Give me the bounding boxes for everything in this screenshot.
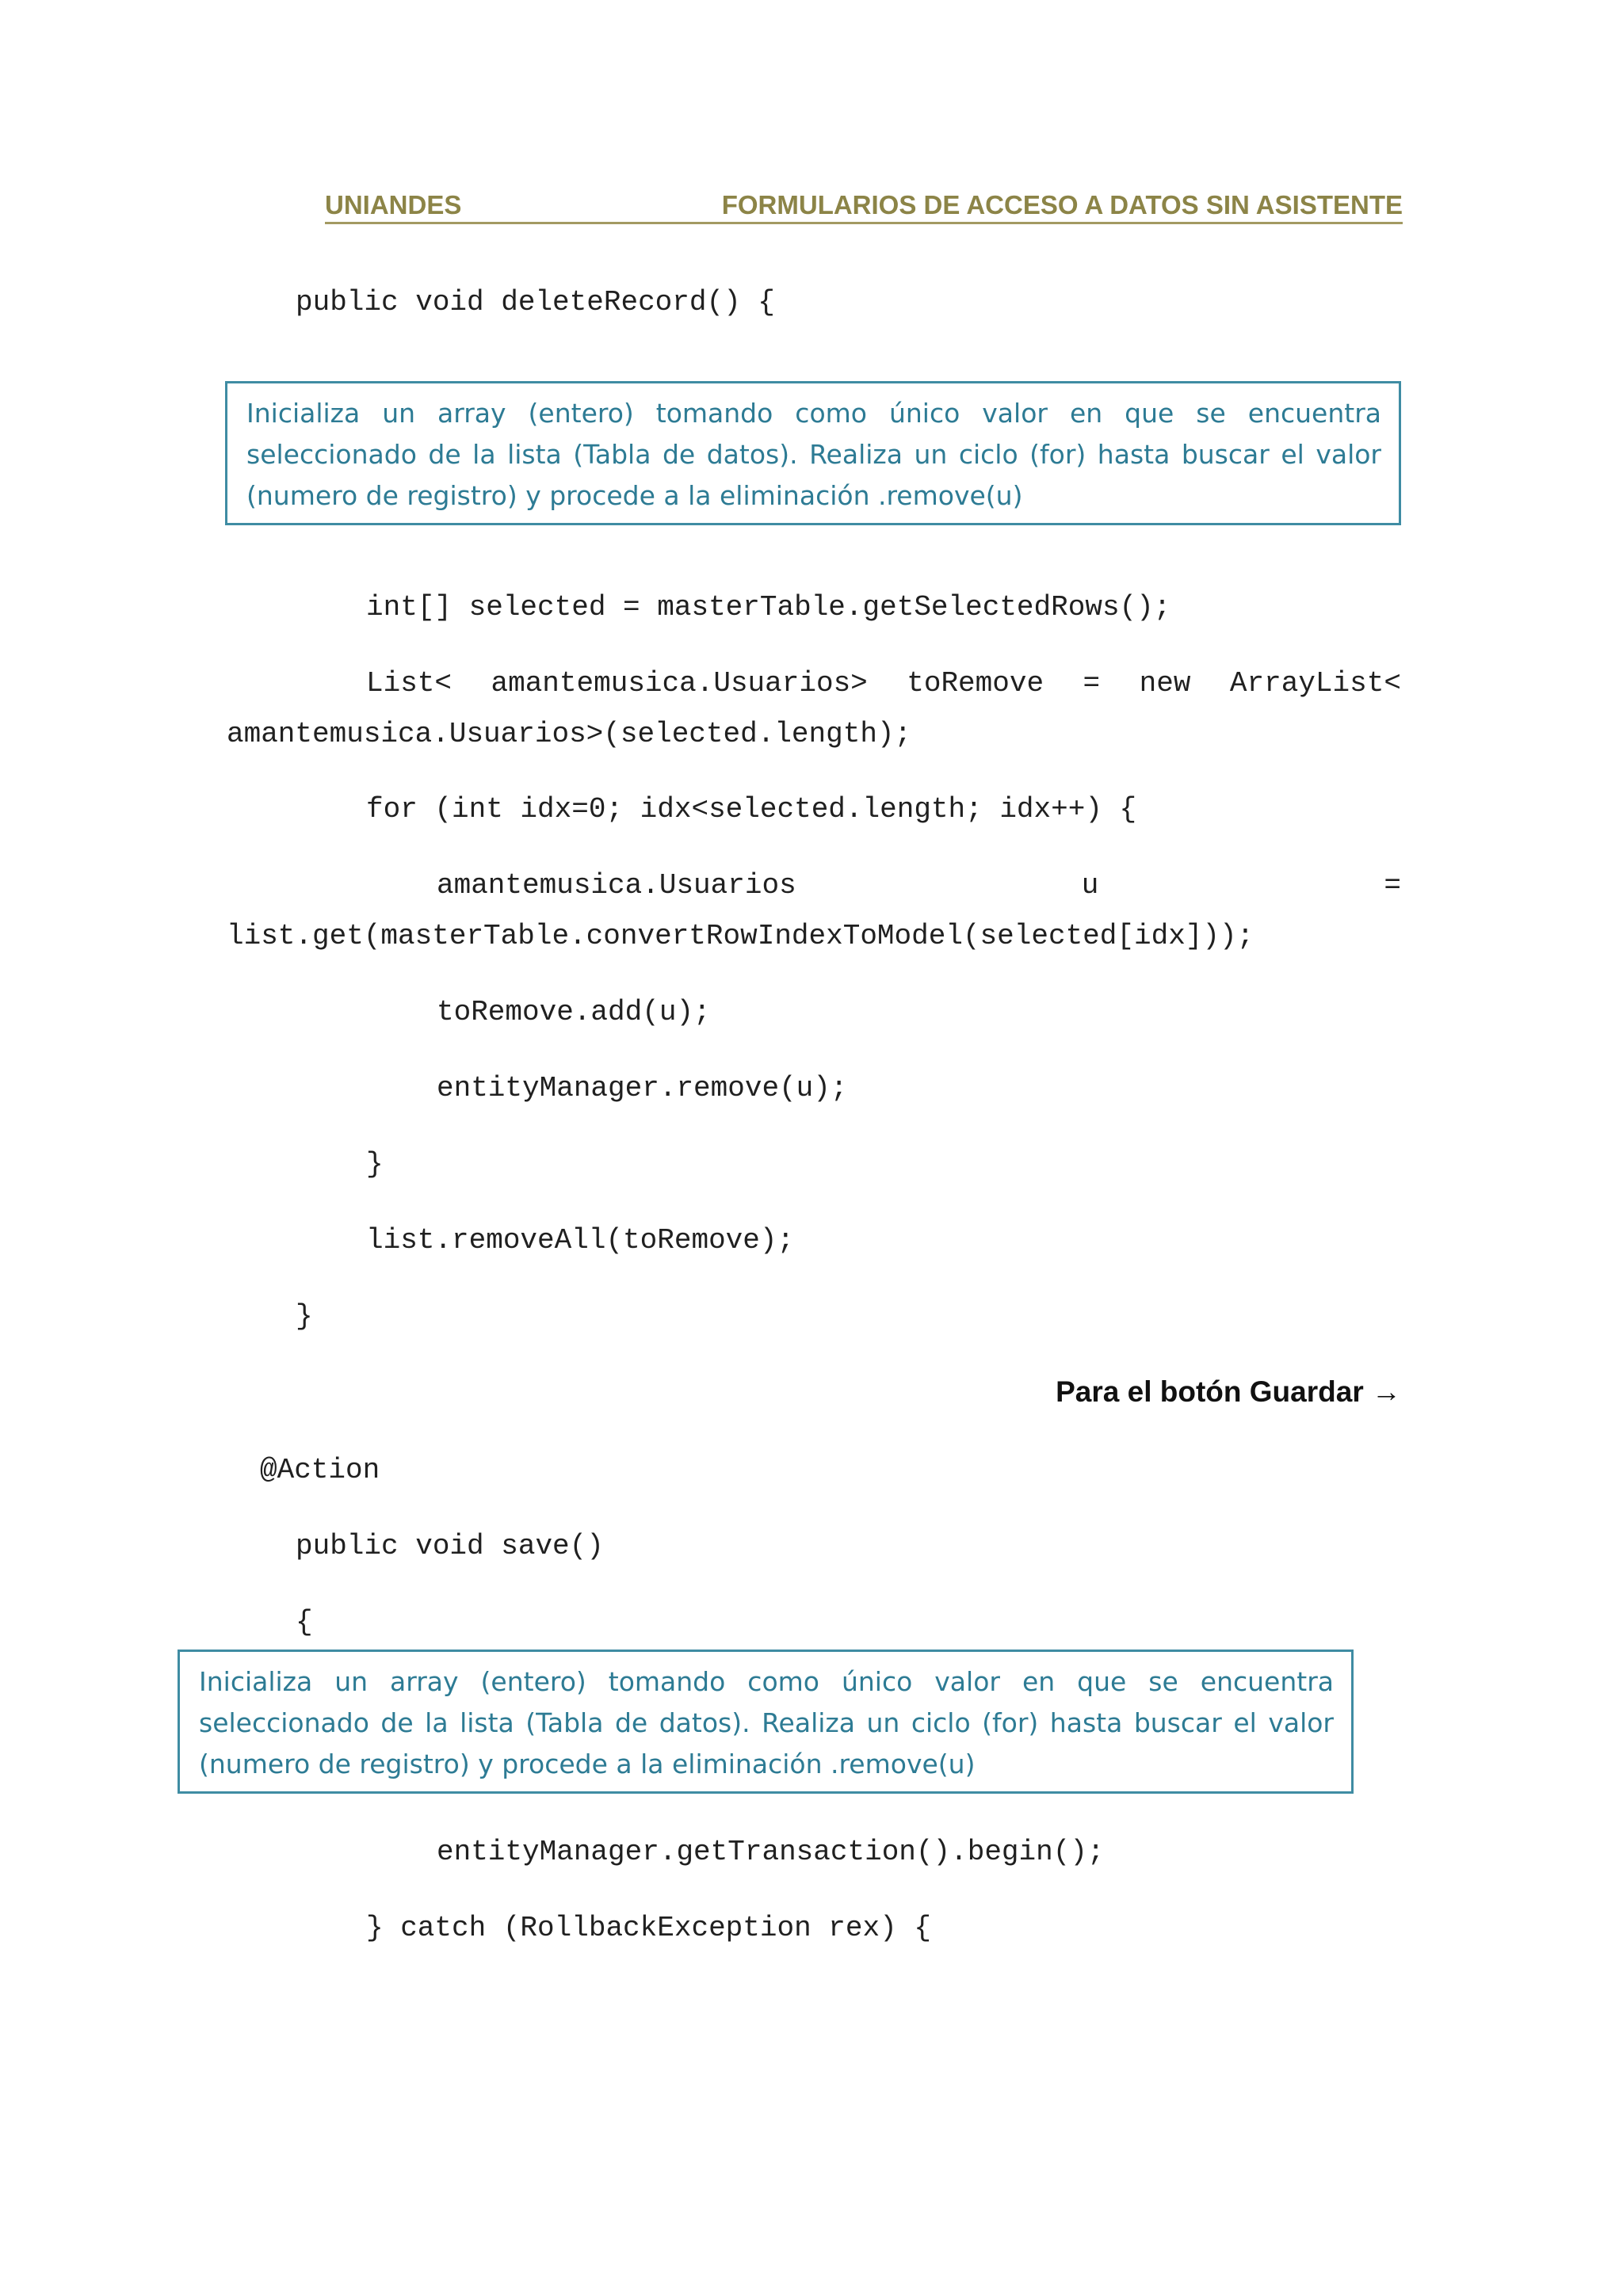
code-token: =: [1384, 869, 1401, 902]
code-line-for-loop: for (int idx=0; idx<selected.length; idx++) {: [366, 793, 1137, 826]
code-line-delete-record: public void deleteRecord() {: [296, 286, 775, 318]
annotation-box-delete: Inicializa un array (entero) tomando como único valor en que se encuentra seleccionado de la lista (Tabla de datos). Realiza un ciclo (for) hasta buscar el valor (numero de registro) y procede a la eliminación .remove(u): [225, 381, 1401, 525]
code-line-list-declaration: [366, 666, 1401, 701]
code-line-catch: } catch (RollbackException rex) {: [366, 1912, 931, 1944]
code-line-remove-all: list.removeAll(toRemove);: [366, 1224, 795, 1257]
code-token: List<: [366, 667, 453, 700]
code-line-save-method: public void save(): [296, 1530, 604, 1562]
code-token: toRemove: [907, 667, 1044, 700]
code-line-action-annotation: @Action: [260, 1454, 380, 1486]
code-token: new: [1139, 667, 1191, 700]
annotation-box-save: Inicializa un array (entero) tomando como único valor en que se encuentra seleccionado de la lista (Tabla de datos). Realiza un ciclo (for) hasta buscar el valor (numero de registro) y procede a la eliminación .remove(u): [178, 1650, 1354, 1794]
page-header: [325, 187, 1403, 224]
code-line-selected: int[] selected = masterTable.getSelectedRows();: [366, 591, 1171, 624]
section-caption-save-button: Para el botón Guardar →: [1056, 1375, 1401, 1408]
code-token: =: [1083, 667, 1101, 700]
code-line-begin-transaction: entityManager.getTransaction().begin();: [437, 1836, 1105, 1868]
code-token: amantemusica.Usuarios>: [491, 667, 868, 700]
code-line-close-method: }: [296, 1300, 313, 1333]
code-line-open-brace: {: [296, 1606, 313, 1638]
header-title: FORMULARIOS DE ACCESO A DATOS SIN ASISTENTE: [721, 190, 1403, 219]
code-line-entity-remove: entityManager.remove(u);: [437, 1072, 848, 1104]
code-line-list-continuation: amantemusica.Usuarios>(selected.length);: [227, 718, 912, 750]
code-line-list-get: list.get(masterTable.convertRowIndexToModel(selected[idx]));: [227, 920, 1254, 952]
code-line-user-declaration: [437, 868, 1401, 903]
code-token: amantemusica.Usuarios: [437, 869, 796, 902]
code-line-to-remove-add: toRemove.add(u);: [437, 996, 711, 1028]
code-token: u: [1081, 869, 1099, 902]
header-institution: UNIANDES: [325, 190, 462, 219]
code-token: ArrayList<: [1229, 667, 1401, 700]
code-line-close-for: }: [366, 1148, 384, 1180]
